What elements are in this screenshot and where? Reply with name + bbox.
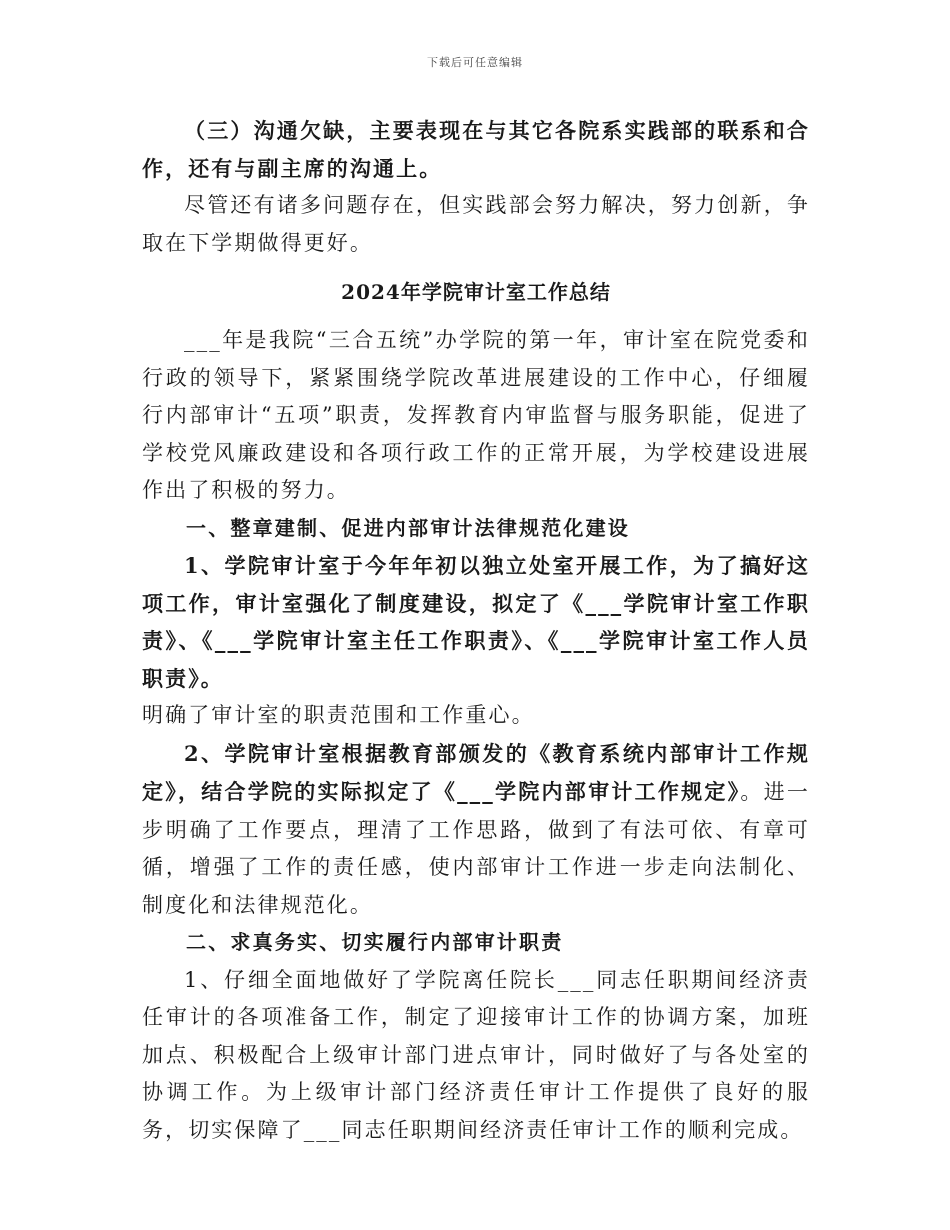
page-header: 下载后可任意编辑	[427, 56, 523, 69]
section-heading-1: 一、整章建制、促进内部审计法律规范化建设	[186, 515, 630, 540]
paragraph-item-1-2-rest: 。进一步明确了工作要点，理清了工作思路，做到了有法可依、有章可循，增强了工作的责任感，使内部审计工作进一步走向法制化、制度化和法律规范化。	[142, 780, 810, 917]
section-heading-2: 二、求真务实、切实履行内部审计职责	[186, 930, 564, 954]
paragraph-item-2-1: 1、仔细全面地做好了学院离任院长___同志任职期间经济责任审计的各项准备工作，制定了迎接审计工作的协调方案，加班加点、积极配合上级审计部门进点审计，同时做好了与各处室的协调工作。为上级审计部门经济责任审计工作提供了良好的服务，切实保障了___同志任职期间经济责任审计工作的顺利完成。	[142, 967, 810, 1142]
paragraph-introduction: ___年是我院“三合五统”办学院的第一年，审计室在院党委和行政的领导下，紧紧围绕学院改革进展建设的工作中心，仔细履行内部审计“五项”职责，发挥教育内审监督与服务职能，促进了学校党风廉政建设和各项行政工作的正常开展，为学校建设进展作出了积极的努力。	[142, 328, 810, 502]
paragraph-item-1-1-continued: 明确了审计室的职责范围和工作重心。	[142, 703, 535, 727]
paragraph-item-1-2-bold: 2、学院审计室根据教育部颁发的《教育系统内部审计工作规定》，结合学院的实际拟定了《___学院内部审计工作规定》	[142, 740, 810, 804]
paragraph-item-1-1: 1、学院审计室于今年年初以独立处室开展工作，为了搞好这项工作，审计室强化了制度建设，拟定了《___学院审计室工作职责》、《___学院审计室主任工作职责》、《___学院审计室工作人员职责》。	[142, 553, 810, 691]
document-body	[142, 112, 810, 1149]
paragraph-item-1-2	[142, 735, 810, 925]
paragraph-closing-remark: 尽管还有诸多问题存在，但实践部会努力解决，努力创新，争取在下学期做得更好。	[142, 193, 810, 255]
document-title: 2024年学院审计室工作总结	[341, 280, 611, 304]
paragraph-communication-issue: （三）沟通欠缺，主要表现在与其它各院系实践部的联系和合作，还有与副主席的沟通上。	[142, 118, 810, 181]
